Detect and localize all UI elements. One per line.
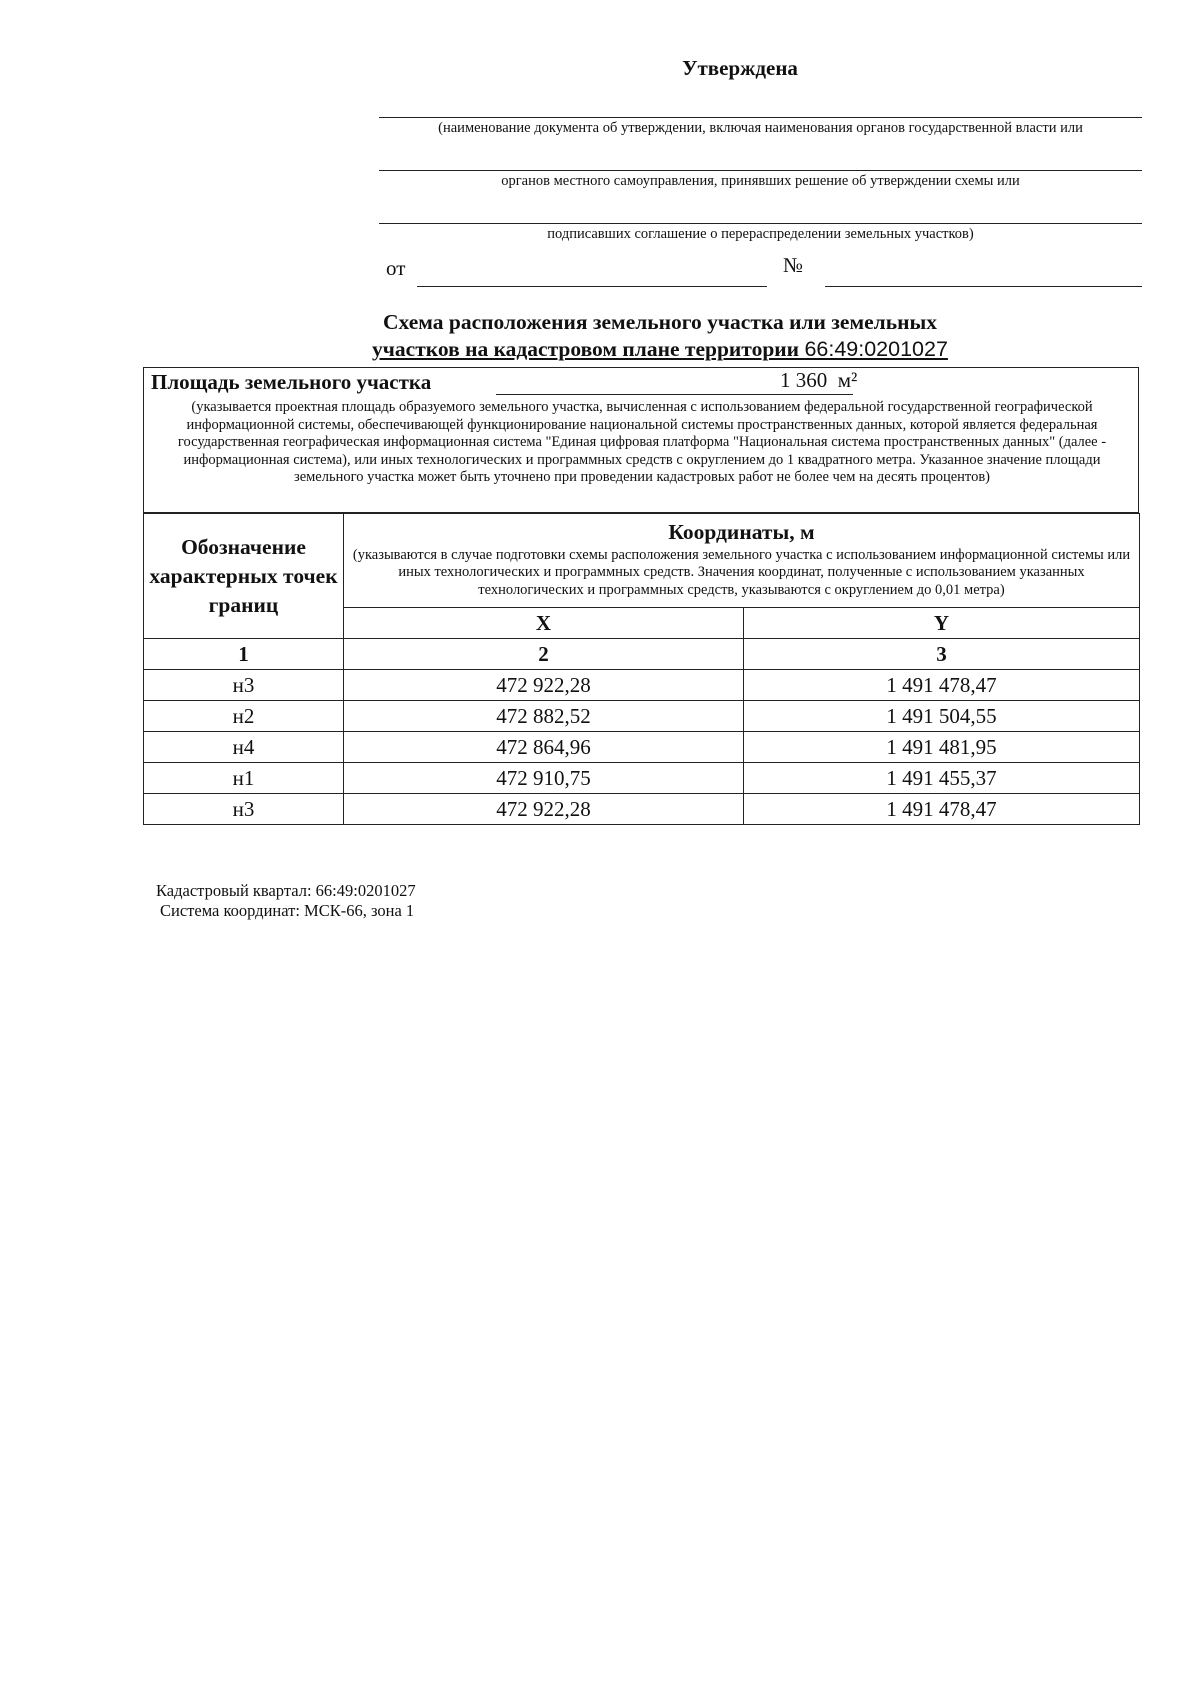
point-y: 1 491 481,95 bbox=[744, 732, 1140, 763]
cadastral-quarter: Кадастровый квартал: 66:49:0201027 bbox=[156, 881, 416, 900]
point-x: 472 864,96 bbox=[344, 732, 744, 763]
approval-caption-3: подписавших соглашение о перераспределении земельных участков) bbox=[547, 226, 974, 242]
approval-document-line-3 bbox=[379, 223, 1142, 224]
date-line bbox=[417, 286, 767, 287]
approval-document-line-2 bbox=[379, 170, 1142, 171]
point-name: н1 bbox=[144, 763, 344, 794]
point-x: 472 922,28 bbox=[344, 794, 744, 825]
point-y: 1 491 504,55 bbox=[744, 701, 1140, 732]
point-y: 1 491 455,37 bbox=[744, 763, 1140, 794]
area-value: 1 360 bbox=[780, 368, 828, 392]
point-name: н2 bbox=[144, 701, 344, 732]
area-value-line bbox=[496, 394, 853, 395]
point-x: 472 922,28 bbox=[344, 670, 744, 701]
column-number-row bbox=[144, 639, 1140, 670]
table-row bbox=[144, 763, 1140, 794]
coords-title: Координаты, м bbox=[668, 519, 815, 544]
x-header: X bbox=[344, 608, 744, 639]
coords-header bbox=[344, 514, 1140, 608]
point-name: н3 bbox=[144, 670, 344, 701]
point-y: 1 491 478,47 bbox=[744, 794, 1140, 825]
scheme-title-line-2 bbox=[200, 336, 1120, 363]
points-header: Обозначение характерных точек границ bbox=[144, 514, 344, 639]
approval-caption-1: (наименование документа об утверждении, включая наименования органов государственной власти или bbox=[438, 120, 1083, 136]
scheme-cadastral-number: 66:49:0201027 bbox=[804, 337, 948, 361]
column-number-2: 2 bbox=[344, 639, 744, 670]
point-x: 472 882,52 bbox=[344, 701, 744, 732]
number-label: № bbox=[783, 253, 804, 277]
footer-info bbox=[156, 881, 416, 921]
number-line bbox=[825, 286, 1142, 287]
scheme-title-line-1: Схема расположения земельного участка или земельных bbox=[382, 310, 938, 334]
table-row bbox=[144, 701, 1140, 732]
table-header-row bbox=[144, 514, 1140, 608]
approval-caption-2: органов местного самоуправления, принявших решение об утверждении схемы или bbox=[501, 173, 1020, 189]
point-y: 1 491 478,47 bbox=[744, 670, 1140, 701]
area-description: (указывается проектная площадь образуемого земельного участка, вычисленная с использованием федеральной государственной географической информационной системы, обеспечивающей функционирование национальной системы пространственных данных, которой является федеральная государственная географическая информационная система "Единая цифровая платформа "Национальная система пространственных данных" (далее - информационная система), или иных технологических и программных средств с округлением до 1 квадратного метра. Указанное значение площади земельного участка может быть уточнено при проведении кадастровых работ не более чем на десять процентов) bbox=[177, 399, 1107, 486]
coords-description: (указываются в случае подготовки схемы расположения земельного участка с использованием информационной системы или иных технологических и программных средств. Значения координат, полученные с использованием указанных технологических и программных средств, указываются с округлением до 0,01 метра) bbox=[352, 546, 1131, 598]
scheme-title bbox=[200, 309, 1120, 363]
area-value-group bbox=[780, 368, 890, 393]
point-name: н3 bbox=[144, 794, 344, 825]
point-name: н4 bbox=[144, 732, 344, 763]
area-label: Площадь земельного участка bbox=[151, 370, 432, 394]
approval-document-line-1 bbox=[379, 117, 1142, 118]
coordinate-system: Система координат: МСК-66, зона 1 bbox=[160, 901, 415, 920]
table-row bbox=[144, 670, 1140, 701]
area-unit: м² bbox=[837, 368, 858, 392]
column-number-1: 1 bbox=[144, 639, 344, 670]
scheme-title-text: участков на кадастровом плане территории bbox=[372, 337, 805, 361]
coordinates-table bbox=[143, 513, 1140, 825]
table-row bbox=[144, 732, 1140, 763]
date-from-label: от bbox=[386, 256, 406, 280]
table-row bbox=[144, 794, 1140, 825]
y-header: Y bbox=[744, 608, 1140, 639]
approved-title: Утверждена bbox=[682, 56, 798, 80]
column-number-3: 3 bbox=[744, 639, 1140, 670]
point-x: 472 910,75 bbox=[344, 763, 744, 794]
